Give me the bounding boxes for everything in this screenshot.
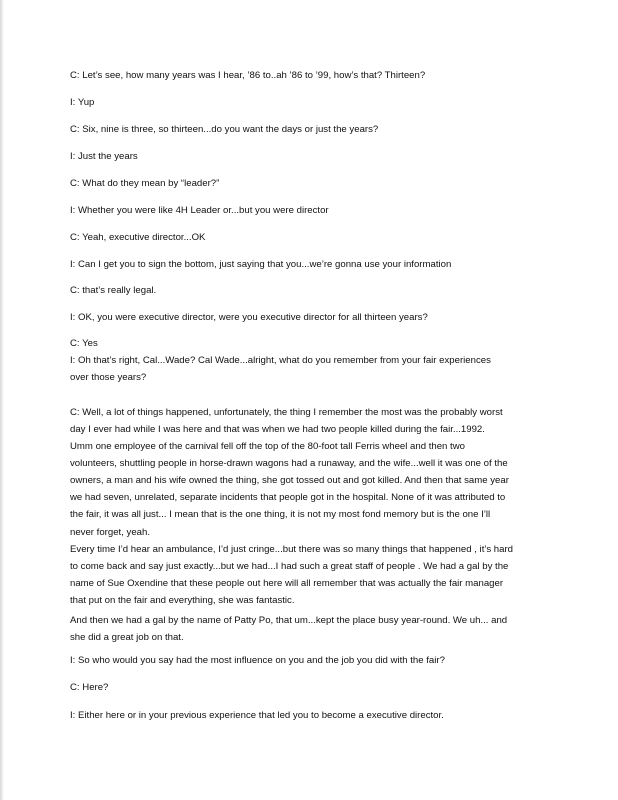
transcript-line: the fair, it was all just... I mean that is the one thing, it is not my most fond memory but is the one I’ll xyxy=(70,509,491,520)
transcript-line: I: So who would you say had the most influence on you and the job you did with the fair? xyxy=(70,655,445,666)
transcript-line: never forget, yeah. xyxy=(70,527,150,538)
transcript-line: I: Either here or in your previous experience that led you to become a executive director. xyxy=(70,710,444,721)
transcript-line: that put on the fair and everything, she was fantastic. xyxy=(70,595,295,606)
transcript-line: C: Yes xyxy=(70,338,98,349)
transcript-line: I: OK, you were executive director, were you executive director for all thirteen years? xyxy=(70,312,428,323)
transcript-line: C: Yeah, executive director...OK xyxy=(70,232,206,243)
scan-edge-shadow xyxy=(0,0,4,800)
transcript-line: C: Six, nine is three, so thirteen...do you want the days or just the years? xyxy=(70,124,379,135)
transcript-line: she did a great job on that. xyxy=(70,632,184,643)
transcript-line: And then we had a gal by the name of Patty Po, that um...kept the place busy year-round. We uh... and xyxy=(70,615,508,626)
transcript-line: owners, a man and his wife owned the thing, she got tossed out and got killed. And then that same year xyxy=(70,475,509,486)
transcript-line: I: Whether you were like 4H Leader or...but you were director xyxy=(70,205,329,216)
transcript-line: we had seven, unrelated, separate incidents that people got in the hospital. None of it was attributed to xyxy=(70,492,506,503)
transcript-line: C: that’s really legal. xyxy=(70,285,157,296)
transcript-line: I: Just the years xyxy=(70,151,138,162)
transcript-line: C: Let’s see, how many years was I hear, ’86 to..ah ’86 to ’99, how’s that? Thirteen? xyxy=(70,70,426,81)
transcript-line: Every time I’d hear an ambulance, I’d just cringe...but there was so many things that happened , it’s hard xyxy=(70,544,513,555)
transcript-line: I: Yup xyxy=(70,97,95,108)
transcript-line: day I ever had while I was here and that was when we had two people killed during the fair...1992. xyxy=(70,424,485,435)
transcript-line: C: Well, a lot of things happened, unfortunately, the thing I remember the most was the probably worst xyxy=(70,407,503,418)
transcript-line: I: Can I get you to sign the bottom, just saying that you...we’re gonna use your information xyxy=(70,259,452,270)
transcript-line: to come back and say just exactly...but we had...I had such a great staff of people . We had a gal by the xyxy=(70,561,509,572)
transcript-line: name of Sue Oxendine that these people out here will all remember that was actually the fair manager xyxy=(70,578,504,589)
transcript-line: Umm one employee of the carnival fell off the top of the 80-foot tall Ferris wheel and then two xyxy=(70,441,465,452)
transcript-line: volunteers, shuttling people in horse-drawn wagons had a runaway, and the wife...well it was one of the xyxy=(70,458,508,469)
transcript-line: C: Here? xyxy=(70,682,109,693)
transcript-line: over those years? xyxy=(70,372,147,383)
transcript-line: C: What do they mean by “leader?” xyxy=(70,178,220,189)
transcript-line: I: Oh that’s right, Cal...Wade? Cal Wade...alright, what do you remember from your fair experiences xyxy=(70,355,491,366)
